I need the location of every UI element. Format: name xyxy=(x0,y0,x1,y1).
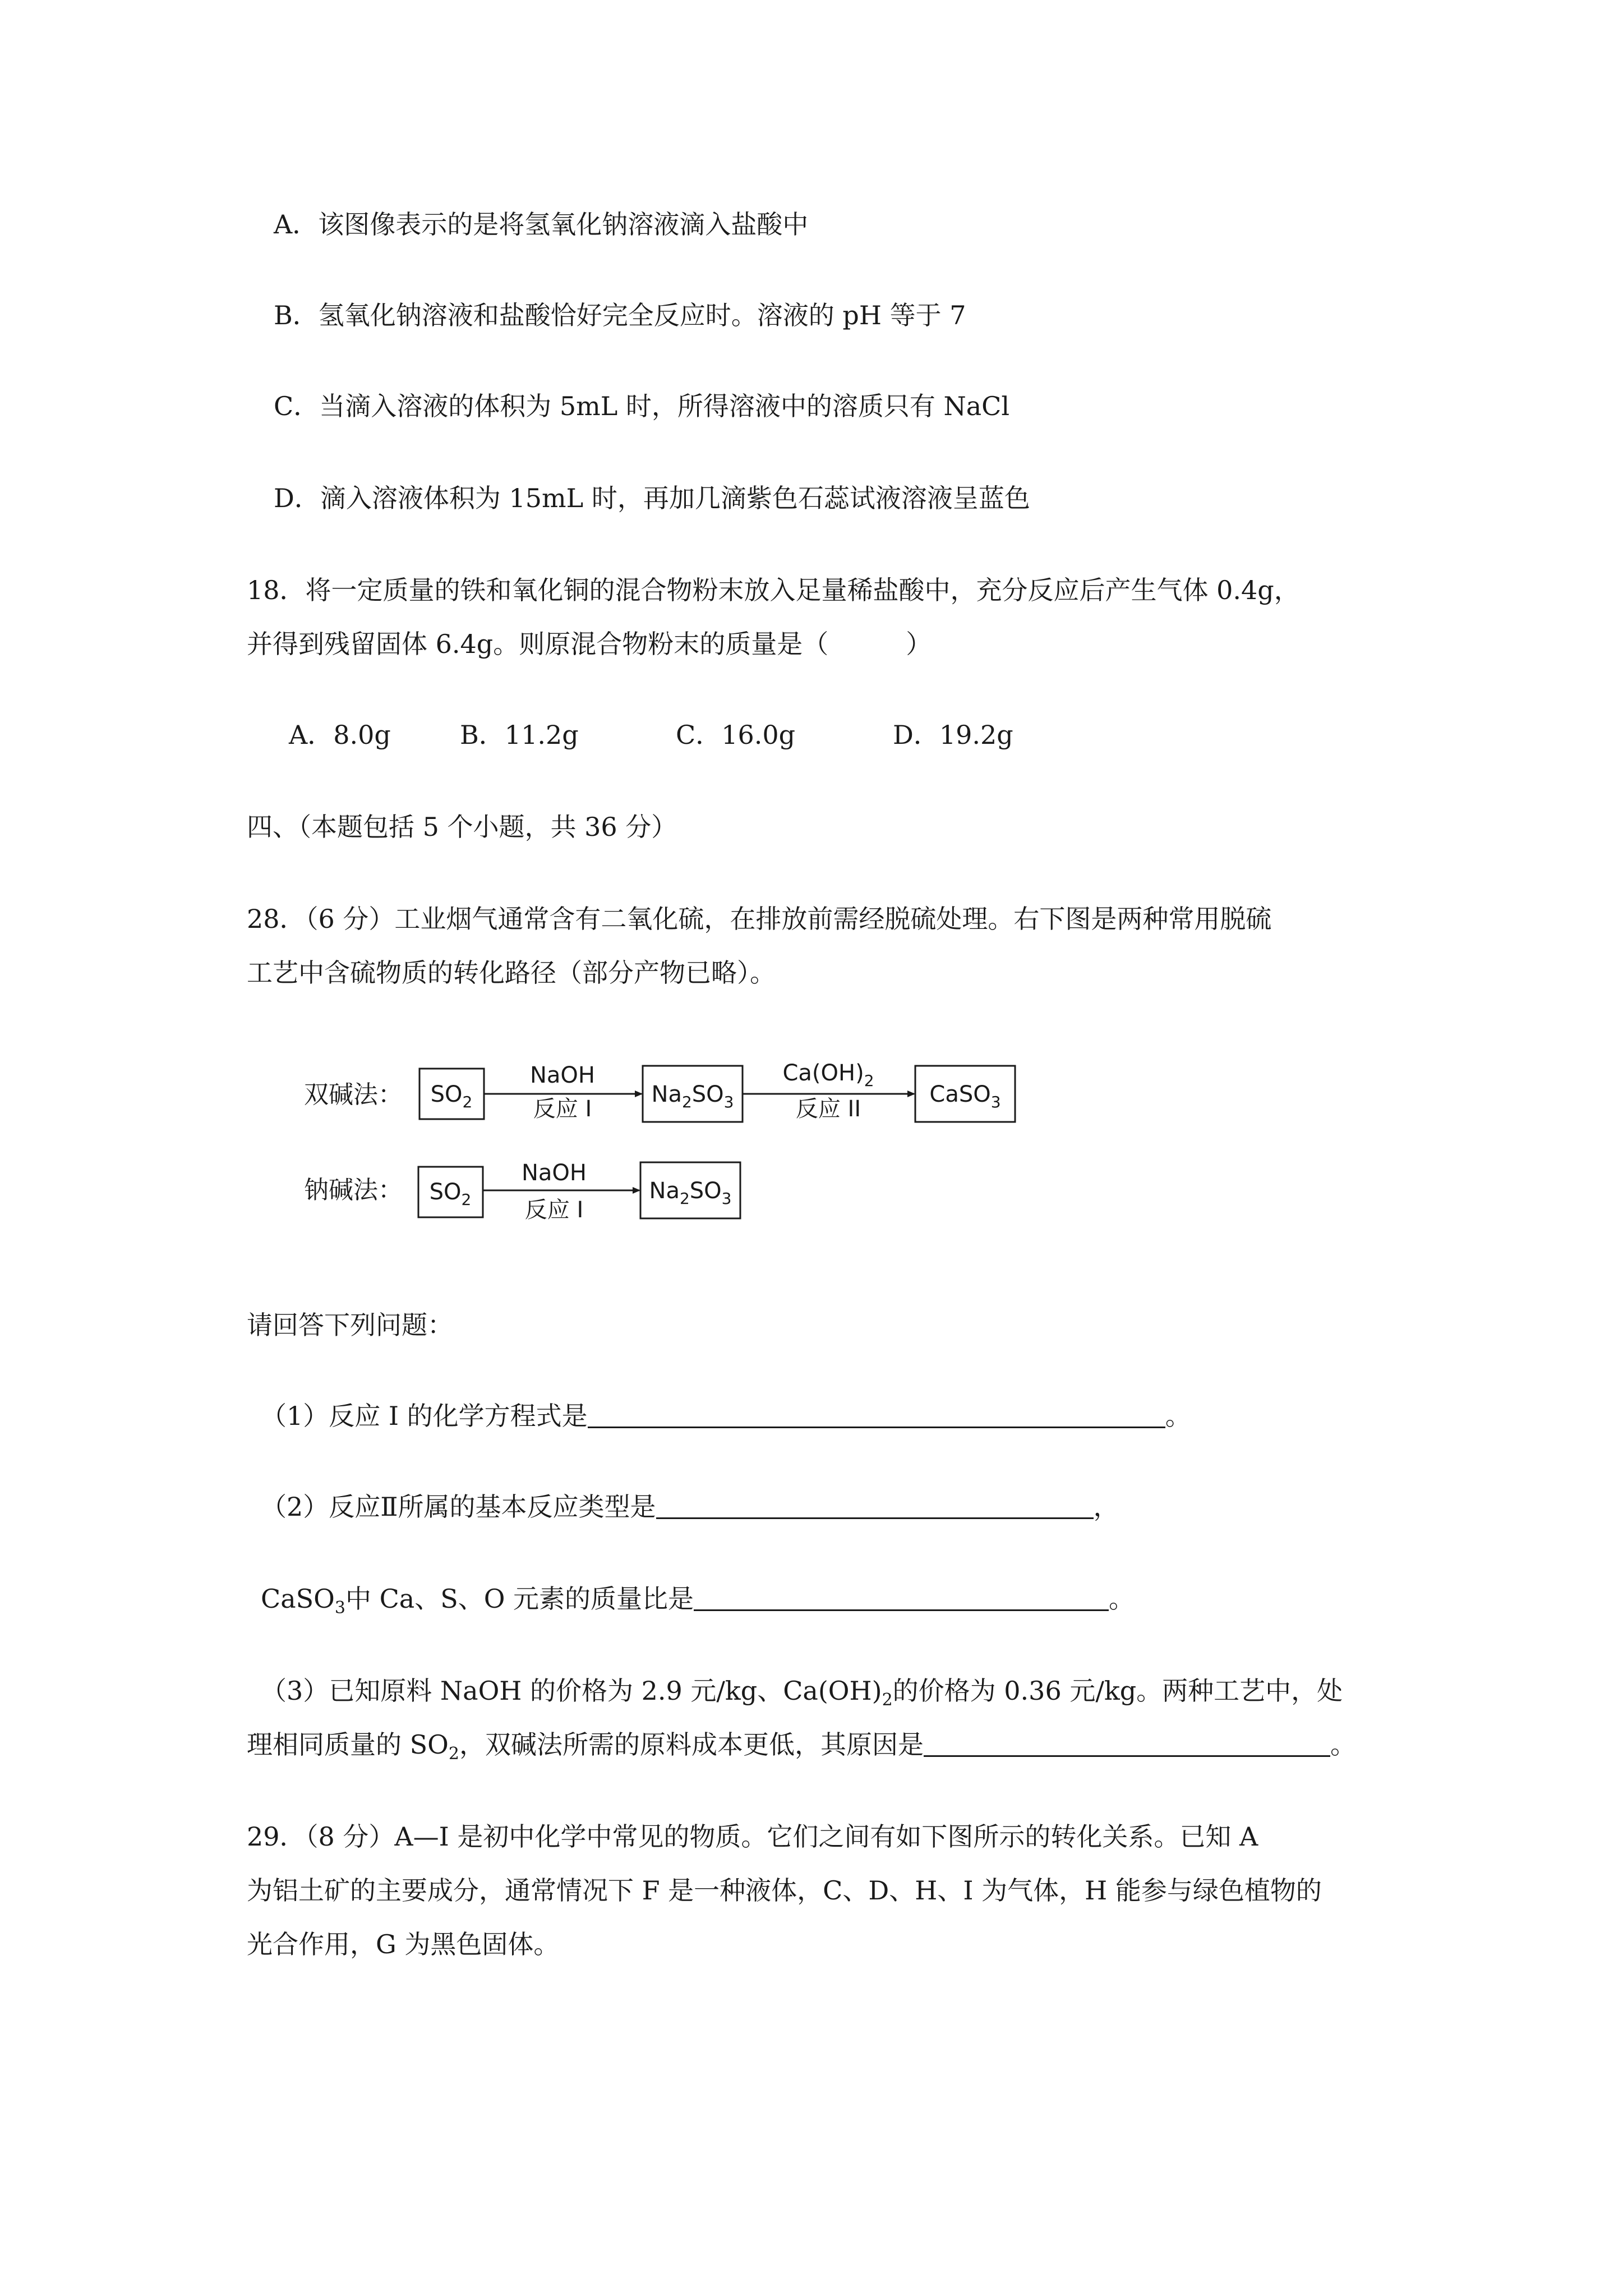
reagent-naoh-row1: NaOH xyxy=(530,1062,595,1088)
reaction2-label: 反应 II xyxy=(795,1096,861,1122)
q18-line-2: 并得到残留固体 6.4g。则原混合物粉末的质量是（ ） xyxy=(247,629,932,659)
q18-option-c: C．16.0g xyxy=(676,720,796,750)
caso3-label: CaSO$_3$ xyxy=(929,1082,1001,1111)
reagent-caoh2: $Ca(OH)_2$ xyxy=(782,1060,874,1090)
answer-blank-1[interactable] xyxy=(588,1402,1165,1428)
row2-label: 钠碱法： xyxy=(304,1176,403,1204)
na2so3-label-1: $Na_2SO_3$ xyxy=(651,1082,734,1111)
q18-option-b: B．11.2g xyxy=(460,720,579,750)
q28-sub3-line-1: （3）已知原料 NaOH 的价格为 2.9 元/kg、$Ca(OH)_2$的价格为 0.36 元/kg。两种工艺中，处 xyxy=(261,1676,1343,1710)
q28-sub2-end: ， xyxy=(1093,1492,1119,1522)
reagent-naoh-row2: NaOH xyxy=(522,1160,587,1186)
q18-line-1: 18．将一定质量的铁和氧化铜的混合物粉末放入足量稀盐酸中，充分反应后产生气体 0.4g， xyxy=(247,575,1300,605)
q28-sub2b-end: 。 xyxy=(1109,1584,1135,1614)
q17-option-c: C．当滴入溶液的体积为 5mL 时，所得溶液中的溶质只有 NaCl xyxy=(274,391,1010,421)
q28-sub2-text: （2）反应Ⅱ所属的基本反应类型是 xyxy=(261,1492,656,1522)
q18-option-d: D．19.2g xyxy=(893,720,1013,750)
desulfurization-diagram xyxy=(292,1043,1077,1279)
q28-prompt: 请回答下列问题： xyxy=(247,1310,453,1340)
q28-sub2b-text: 中 Ca、S、O 元素的质量比是 xyxy=(345,1584,694,1614)
q29-line-3: 光合作用，G 为黑色固体。 xyxy=(247,1929,560,1959)
answer-blank-2[interactable] xyxy=(656,1493,1094,1519)
answer-blank-3[interactable] xyxy=(694,1585,1109,1611)
q28-line-2: 工艺中含硫物质的转化路径（部分产物已略）。 xyxy=(247,958,776,988)
q28-sub2b xyxy=(261,1582,1135,1625)
q28-line-1: 28．（6 分）工业烟气通常含有二氧化硫，在排放前需经脱硫处理。右下图是两种常用脱硫 xyxy=(247,904,1272,934)
q29-line-2: 为铝土矿的主要成分，通常情况下 F 是一种液体，C、D、H、I 为气体，H 能参与绿色植物的 xyxy=(247,1875,1322,1906)
section-heading: 四、（本题包括 5 个小题，共 36 分） xyxy=(247,812,677,842)
q28-sub3-line-2: 理相同质量的 $SO_2$，双碱法所需的原料成本更低，其原因是 。 xyxy=(247,1729,1356,1764)
reaction1-label-row2: 反应 I xyxy=(524,1197,584,1223)
q28-sub1 xyxy=(261,1399,1191,1433)
q17-option-a: A．该图像表示的是将氢氧化钠溶液滴入盐酸中 xyxy=(274,209,809,240)
row1-label: 双碱法： xyxy=(304,1080,403,1109)
q17-option-d: D．滴入溶液体积为 15mL 时，再加几滴紫色石蕊试液溶液呈蓝色 xyxy=(274,483,1030,513)
answer-blank-4[interactable] xyxy=(924,1731,1330,1757)
q28-sub2b-formula: CaSO$_3$ xyxy=(261,1584,345,1618)
so2-label-2: $SO_2$ xyxy=(429,1179,472,1209)
reaction1-label-row1: 反应 I xyxy=(533,1096,592,1122)
na2so3-label-2: $Na_2SO_3$ xyxy=(649,1178,732,1208)
q29-line-1: 29．（8 分）A—I 是初中化学中常见的物质。它们之间有如下图所示的转化关系。已知 A xyxy=(247,1821,1258,1852)
q28-sub2 xyxy=(261,1490,1119,1524)
q28-sub1-text: （1）反应 I 的化学方程式是 xyxy=(261,1401,588,1431)
q28-sub1-end: 。 xyxy=(1165,1401,1191,1431)
q18-option-a: A．8.0g xyxy=(289,720,391,750)
so2-label-1: $SO_2$ xyxy=(430,1082,473,1111)
q17-option-b: B．氢氧化钠溶液和盐酸恰好完全反应时。溶液的 pH 等于 7 xyxy=(274,300,966,330)
